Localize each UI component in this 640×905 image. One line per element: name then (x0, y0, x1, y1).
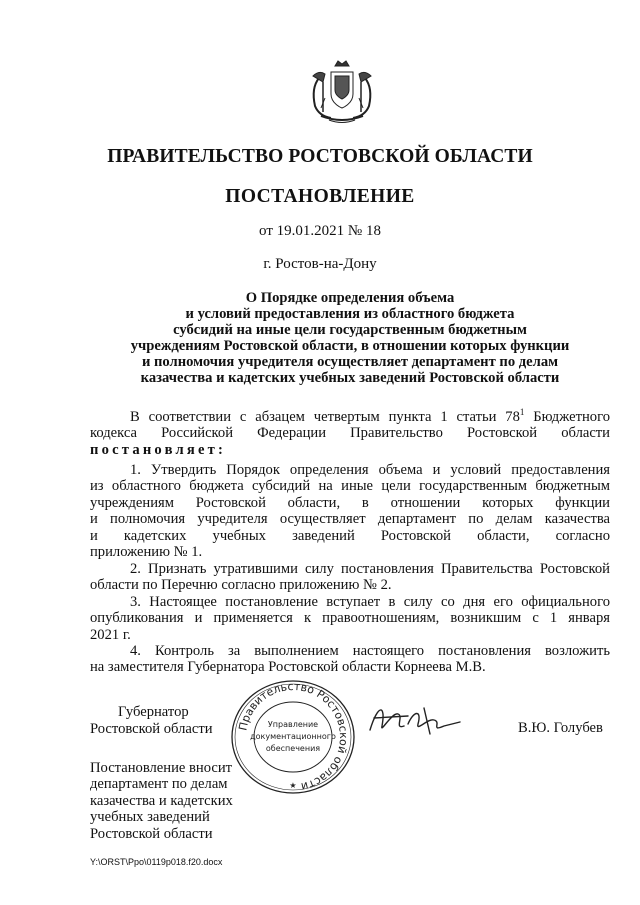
city-line: г. Ростов-на-Дону (263, 256, 377, 272)
stamp-icon (228, 678, 358, 796)
subject-line: и полномочия учредителя осуществляет департамент по делам (141, 354, 559, 370)
signatory-title (90, 704, 213, 738)
item-line: 2021 г. (90, 626, 131, 643)
item-line: приложению № 1. (90, 544, 203, 561)
stamp-inner-line: Управление (267, 720, 319, 729)
government-title: ПРАВИТЕЛЬСТВО РОСТОВСКОЙ ОБЛАСТИ (107, 146, 533, 167)
date-number-line: от 19.01.2021 № 18 (259, 223, 381, 239)
subject-line: и условий предоставления из областного бюджета (185, 306, 515, 322)
signatory-title-line: Губернатор (118, 704, 189, 720)
note-line: казачества и кадетских (90, 792, 233, 809)
stamp-outer-text: Правительство Ростовской области (236, 679, 351, 794)
note-line: департамент по делам (90, 776, 228, 793)
note-line: учебных заведений (90, 809, 210, 826)
signatory-name: В.Ю. Голубев (518, 720, 603, 736)
preamble (90, 404, 610, 458)
subject-line: учреждениям Ростовской области, в отношении которых функции (130, 338, 570, 354)
subject-line: О Порядке определения объема (245, 290, 455, 306)
item-line: из областного бюджета субсидий на иные цели государственным бюджетным (90, 478, 610, 495)
item-line: опубликования и применяется к правоотношениям, возникшим с 1 января (90, 610, 610, 627)
item-line: 3. Настоящее постановление вступает в силу со дня его официального (130, 594, 610, 610)
item-line: области по Перечню согласно приложению № 2. (90, 577, 392, 594)
preamble-line: кодекса Российской Федерации Правительство Ростовской области (90, 425, 610, 442)
signatory-title-line: Ростовской области (90, 721, 213, 737)
item-line: 4. Контроль за выполнением настоящего постановления возложить (130, 643, 610, 659)
item-3 (90, 594, 610, 643)
submitter-note (90, 760, 233, 842)
item-4 (90, 643, 610, 676)
coat-of-arms-icon (305, 58, 379, 128)
document-type: ПОСТАНОВЛЕНИЕ (225, 186, 415, 207)
item-1 (90, 462, 610, 560)
subject-line: субсидий на иные цели государственным бюджетным (173, 322, 527, 338)
item-line: и полномочия учредителя осуществляет департамент по делам казачества (90, 511, 610, 528)
item-line: учреждениям Ростовской области, в отношении которых функции (90, 494, 610, 511)
decree-word: постановляет: (90, 441, 227, 458)
item-line: на заместителя Губернатора Ростовской области Корнеева М.В. (90, 659, 486, 676)
item-line: 1. Утвердить Порядок определения объема и условий предоставления (130, 462, 610, 478)
stamp-inner-line: обеспечения (265, 744, 321, 753)
note-line: Ростовской области (90, 825, 213, 842)
preamble-line: В соответствии с абзацем четвертым пункта 1 статьи $78^1$ Бюджетного (130, 407, 610, 425)
item-line: 2. Признать утратившими силу постановления Правительства Ростовской (130, 561, 610, 577)
note-line: Постановление вносит (90, 760, 233, 776)
item-2 (90, 561, 610, 594)
superscript: 1 (519, 407, 525, 417)
subject-heading (90, 290, 610, 386)
file-path-footer: Y:\ORST\Ppo\0119p018.f20.docx (90, 857, 223, 867)
stamp-star-icon: ★ (289, 781, 297, 790)
handwritten-signature-icon (364, 700, 484, 740)
subject-line: казачества и кадетских учебных заведений Ростовской области (140, 370, 560, 386)
stamp-inner-line: документационного (250, 732, 336, 741)
item-line: и кадетских учебных заведений Ростовской области, согласно (90, 527, 610, 544)
